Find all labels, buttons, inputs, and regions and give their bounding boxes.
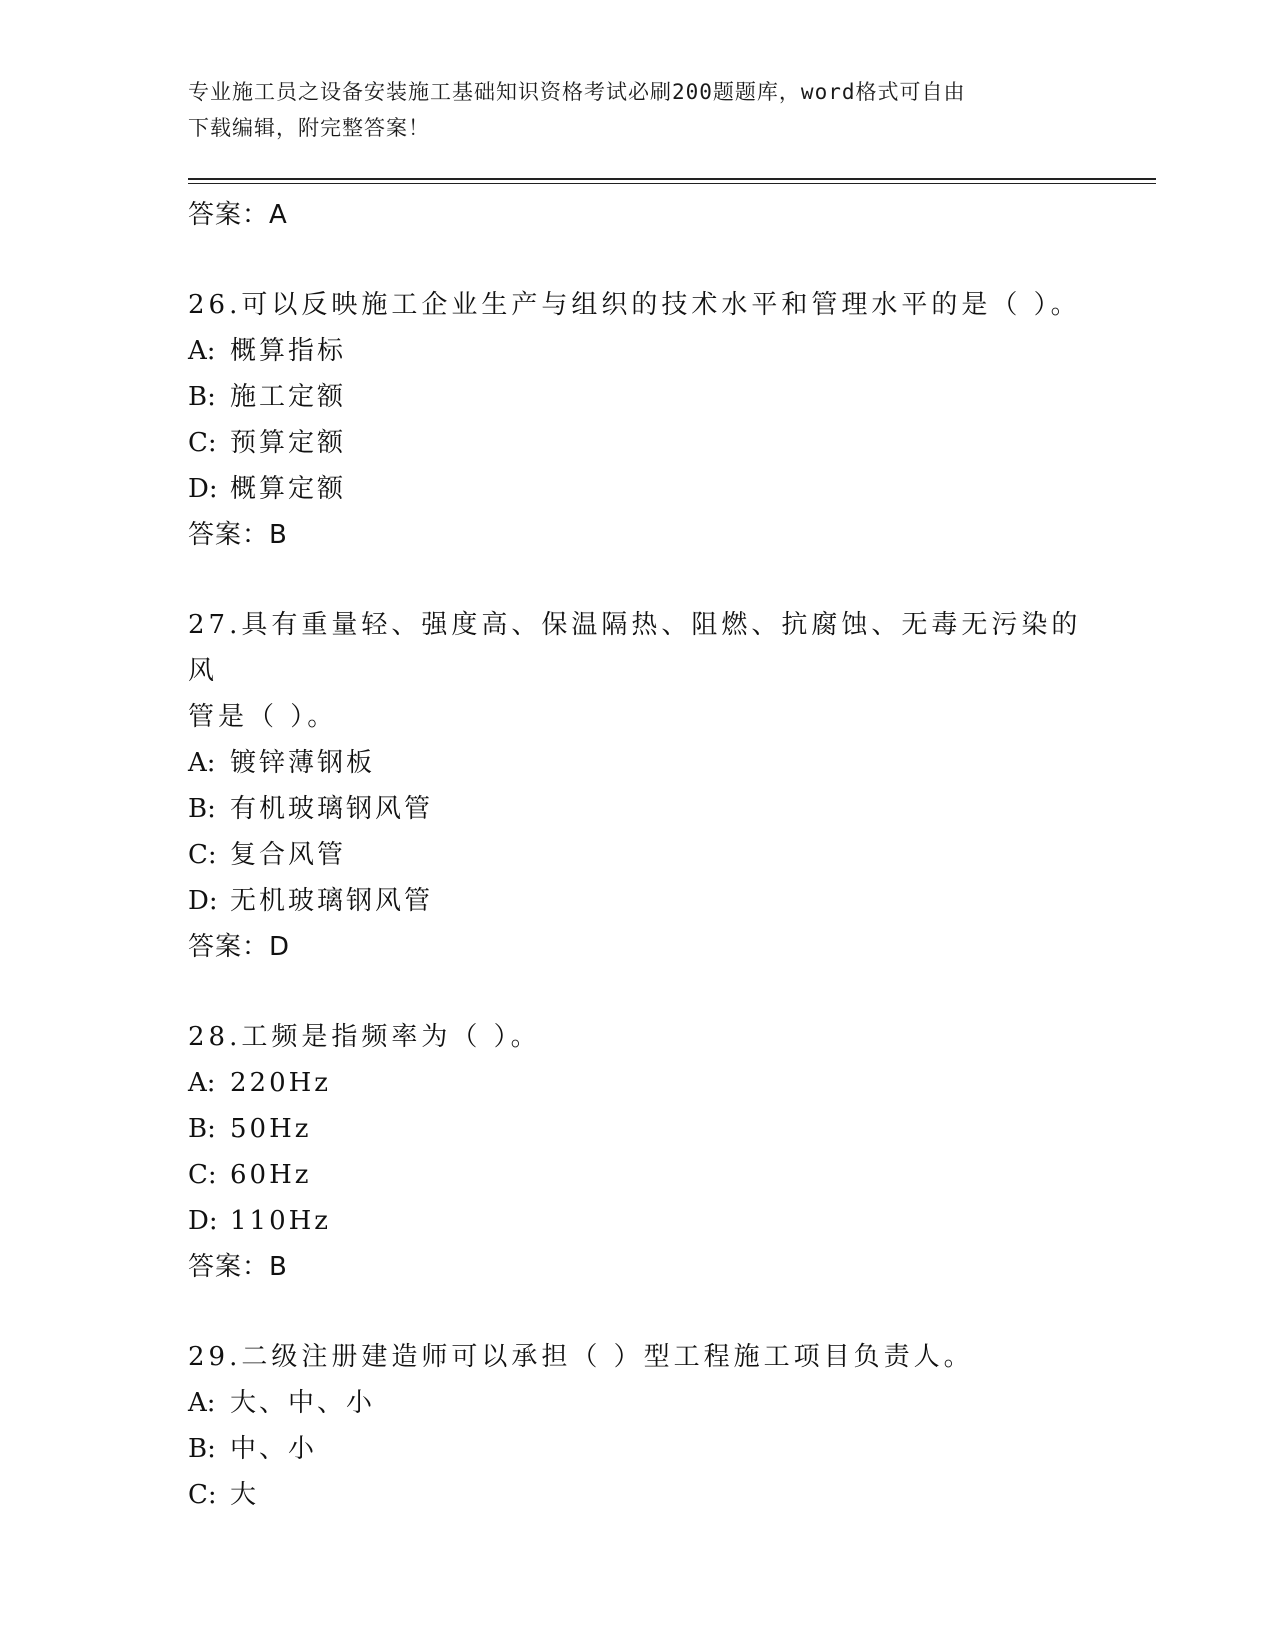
option-key: A:	[188, 336, 216, 366]
question-block-26	[188, 282, 1088, 558]
option-b	[188, 786, 1088, 832]
option-key: D:	[188, 474, 218, 504]
option-c	[188, 1152, 1088, 1198]
option-text: 中、小	[230, 1434, 318, 1464]
option-key: C:	[188, 1480, 217, 1510]
option-text: 概算定额	[230, 474, 347, 504]
question-block-29	[188, 1334, 1088, 1518]
option-text: 大	[230, 1480, 260, 1510]
option-c	[188, 1472, 1088, 1518]
document-header	[188, 74, 1088, 146]
option-text: 无机玻璃钢风管	[230, 886, 434, 916]
option-b	[188, 1426, 1088, 1472]
option-text: 110Hz	[230, 1206, 331, 1236]
option-a	[188, 328, 1088, 374]
option-text: 220Hz	[230, 1068, 331, 1098]
option-d	[188, 878, 1088, 924]
option-key: B:	[188, 794, 216, 824]
option-text: 预算定额	[230, 428, 347, 458]
option-d	[188, 466, 1088, 512]
option-a	[188, 740, 1088, 786]
question-block-28	[188, 1014, 1088, 1290]
option-key: B:	[188, 1434, 216, 1464]
header-divider-thin	[188, 183, 1156, 184]
question-list	[188, 192, 1088, 1518]
option-text: 复合风管	[230, 840, 347, 870]
previous-answer: 答案：A	[188, 200, 288, 230]
option-d	[188, 1198, 1088, 1244]
option-key: D:	[188, 886, 218, 916]
question-text: 28.工频是指频率为（ ）。	[188, 1022, 541, 1052]
option-text: 有机玻璃钢风管	[230, 794, 434, 824]
header-line-1: 专业施工员之设备安装施工基础知识资格考试必刷200题题库，word格式可自由	[188, 80, 966, 104]
option-text: 施工定额	[230, 382, 347, 412]
option-text: 镀锌薄钢板	[230, 748, 376, 778]
option-text: 大、中、小	[230, 1388, 376, 1418]
question-text: 27.具有重量轻、强度高、保温隔热、阻燃、抗腐蚀、无毒无污染的风	[188, 610, 1082, 686]
option-key: D:	[188, 1206, 218, 1236]
option-key: C:	[188, 1160, 217, 1190]
question-text: 29.二级注册建造师可以承担（ ）型工程施工项目负责人。	[188, 1342, 974, 1372]
option-a	[188, 1380, 1088, 1426]
option-c	[188, 420, 1088, 466]
option-c	[188, 832, 1088, 878]
option-key: A:	[188, 1068, 216, 1098]
option-key: B:	[188, 1114, 216, 1144]
option-key: B:	[188, 382, 216, 412]
header-line-2: 下载编辑，附完整答案！	[188, 116, 430, 140]
question-text-continued: 管是（ ）。	[188, 702, 338, 732]
option-b	[188, 1106, 1088, 1152]
option-key: A:	[188, 1388, 216, 1418]
option-key: C:	[188, 840, 217, 870]
question-text: 26.可以反映施工企业生产与组织的技术水平和管理水平的是（ ）。	[188, 290, 1081, 320]
option-text: 50Hz	[230, 1114, 312, 1144]
option-key: A:	[188, 748, 216, 778]
option-text: 概算指标	[230, 336, 347, 366]
option-text: 60Hz	[230, 1160, 312, 1190]
answer-line: 答案：B	[188, 520, 288, 550]
option-key: C:	[188, 428, 217, 458]
option-b	[188, 374, 1088, 420]
question-block-27	[188, 602, 1088, 970]
option-a	[188, 1060, 1088, 1106]
header-divider	[188, 178, 1156, 180]
answer-line: 答案：D	[188, 932, 291, 962]
answer-line: 答案：B	[188, 1252, 288, 1282]
